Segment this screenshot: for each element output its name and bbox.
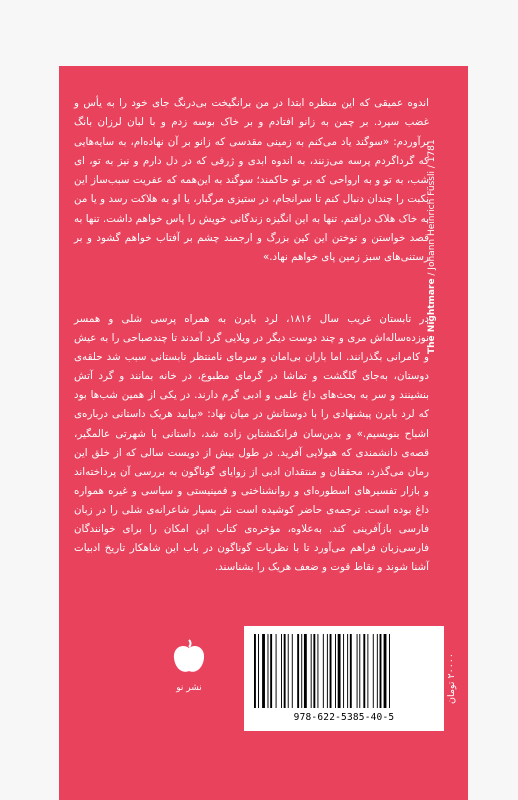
barcode-bar [350,634,352,708]
barcode-bar [276,634,277,708]
barcode-bar [330,634,332,708]
barcode-bar [311,634,312,708]
barcode-bar [292,634,293,708]
barcode-box [244,626,444,731]
painting-artist: Johann Heinrich Füssli [427,171,437,270]
barcode-bar [389,634,390,708]
barcode-bar [323,634,324,708]
barcode-bar [343,634,344,708]
publisher-logo [169,636,209,696]
barcode-icon [250,632,438,710]
painting-year: 1781 [427,139,437,163]
barcode-bar [262,634,265,708]
barcode-bar [288,634,289,708]
credit-separator: / [427,162,437,172]
red-panel [59,66,468,800]
barcode-bar [384,634,387,708]
barcode-bar [268,634,269,708]
barcode-bar [373,634,374,708]
barcode-bar [377,634,378,708]
barcode-bar [301,634,302,708]
barcode-bar [363,634,365,708]
barcode-bar [254,634,256,708]
barcode-bar [359,634,360,708]
blurb-paragraph: در تابستان غریب سال ۱۸۱۶، لرد بایرن به همراه پرسی شلی و همسر نوزده‌ساله‌اش مری و چند دوست دیگر در ویلایی گرد آمدند تا چندصباحی را به عیش و کامرانی بگذرانند. اما باران بی‌امان و سرمای نامنتظر تابستانی سبب شد حلقه‌ی دوستان، به‌جای گلگشت و تماشا در گرمای مطبوع، در خانه بمانند و گرد آتش بنشینند و سر به بحث‌های داغ علمی و ادبی گرم دارند. در یکی از همین شب‌ها بود که لرد بایرن پیشنهادی را با دوستانش در میان نهاد: «بیایید هریک داستانی درباره‌ی اشباح بنویسیم.» و بدین‌سان فرانکنشتاین زاده شد، داستانی با شهرتی عالمگیر، قصه‌ی دانشمندی که هیولایی آفرید. در طول بیش از دویست سالی که از خلق این رمان می‌گذرد، محققان و منتقدان ادبی از زوایای گوناگون به بررسی آن پرداخته‌اند و بازار تفسیرهای اسطوره‌ای و روانشناختی و فمینیستی و سیاسی و غیره همواره داغ بوده است. ترجمه‌ی حاضر کوشیده است نثر بسیار شاعرانه‌ی شلی را در زبان فارسی بازآفرینی کند. به‌علاوه، مؤخره‌ی کتاب این امکان را برای خوانندگان فارسی‌زبان فراهم می‌آورد تا با نظریات گوناگون در باب این شاهکار تاریخ ادبیات آشنا شوند و نقاط قوت و ضعف هریک را بشناسند. [74,313,429,574]
barcode-bar [317,634,318,708]
apple-logo-icon [169,636,209,696]
barcode-bar [313,634,315,708]
barcode-bar [335,634,336,708]
barcode-bar [367,634,368,708]
barcode-bar [297,634,299,708]
barcode-bar [347,634,348,708]
price-label: ۲۰۰۰۰ تومان [446,652,457,705]
isbn-number: 978-622-5385-40-5 [293,712,395,723]
barcode-bar [281,634,282,708]
barcode-bar [338,634,341,708]
barcode-bar [258,634,259,708]
barcode-bar [304,634,307,708]
barcode-bar [270,634,272,708]
barcode-bar [284,634,286,708]
barcode-bar [357,634,358,708]
quote-paragraph: اندوه عمیقی که این منظره ابتدا در من برانگیخت بی‌درنگ جای خود را به یأس و غضب سپرد. بر چمن به زانو افتادم و بر خاک بوسه زدم و با لبان لرزان بانگ برآوردم: «سوگند یاد می‌کنم به زمینی مقدسی که زانو بر آن نهاده‌ام، به سایه‌هایی که گرداگردم پرسه می‌زنند، به اندوه ابدی و ژرفی که در دل دارم و نیز به تو، ای شب، به تو و به ارواحی که بر تو حاکمند؛ سوگند به این‌همه که عفریت سبب‌ساز این نکبت را چندان دنبال کنم تا سرانجام، در ستیزی مرگبار، یا او به هلاکت رسد و یا من به خاک هلاک درافتم. تنها به این انگیزه زندگانی خویش را پاس خواهم داشت. تنها به قصد خواستن و توختن این کین بزرگ و ارجمند چشم بر آفتاب خواهم گشود و بر رستنی‌های سبز زمین پای خواهم نهاد.» [74,97,429,264]
publisher-name: نشر نو [176,683,202,693]
barcode-bar [380,634,382,708]
credit-separator: / [427,269,437,279]
barcode-bar [327,634,328,708]
painting-title: The Nightmare [427,278,437,354]
